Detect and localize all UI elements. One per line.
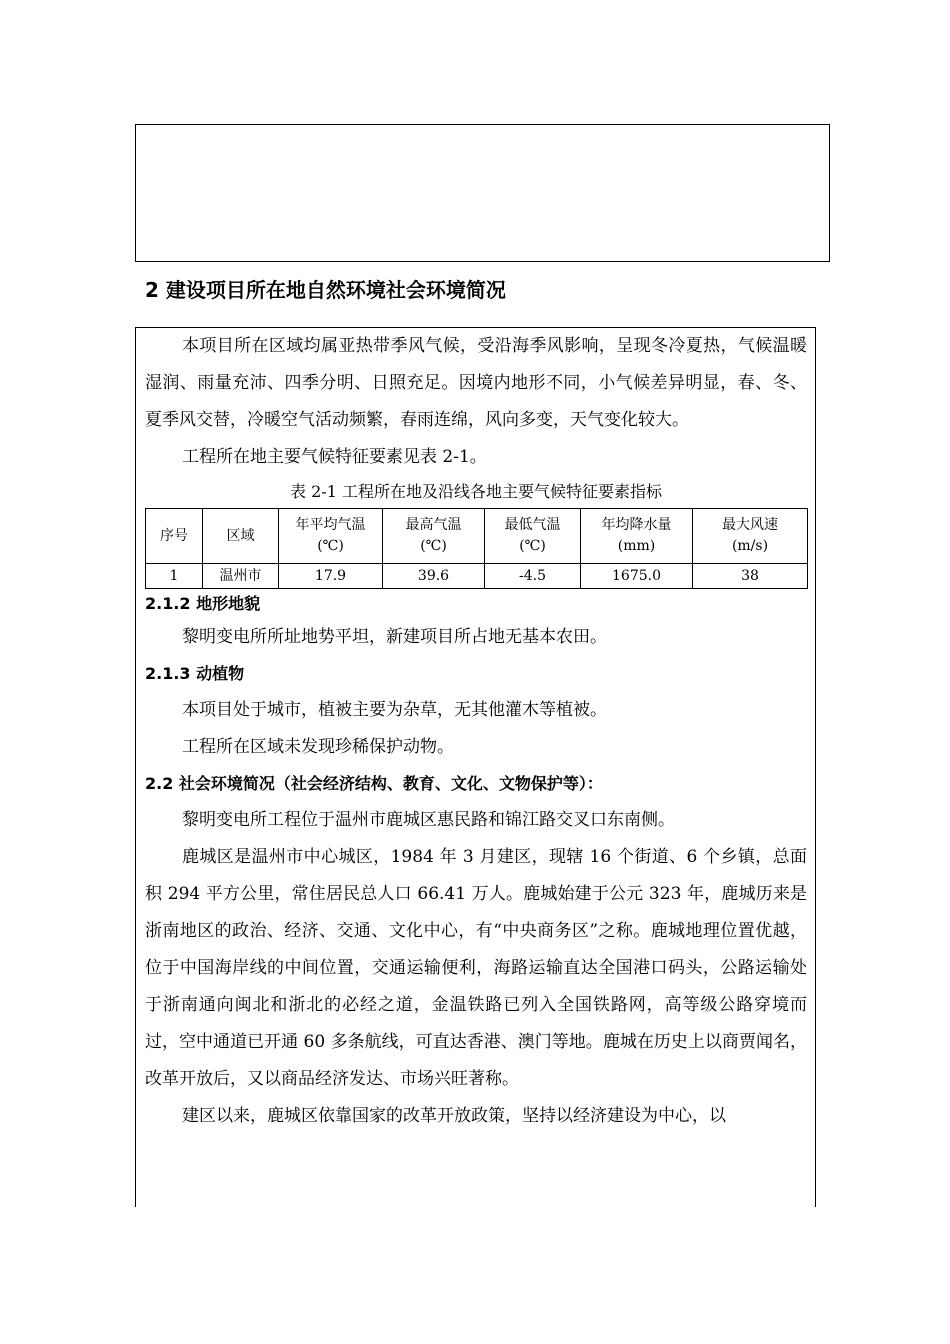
cell-avg-temp: 17.9 xyxy=(279,564,383,589)
climate-paragraph: 本项目所在区域均属亚热带季风气候，受沿海季风影响，呈现冬冷夏热，气候温暖湿润、雨量充沛、四季分明、日照充足。因境内地形不同，小气候差异明显，春、冬、夏季风交替，冷暖空气活动频繁，春雨连绵，风向多变，天气变化较大。 xyxy=(145,336,807,430)
cell-max-wind: 38 xyxy=(693,564,808,589)
header-region: 区域 xyxy=(203,509,279,564)
header-min-temp: 最低气温 (℃) xyxy=(485,509,581,564)
table-caption: 表 2-1 工程所在地及沿线各地主要气候特征要素指标 xyxy=(290,482,662,501)
fauna-text: 工程所在区域未发现珍稀保护动物。 xyxy=(182,737,454,757)
climate-table-reference: 工程所在地主要气候特征要素见表 2-1。 xyxy=(182,447,487,467)
content-frame xyxy=(135,327,816,1207)
terrain-text: 黎明变电所所址地势平坦，新建项目所占地无基本农田。 xyxy=(182,627,607,647)
cell-index: 1 xyxy=(146,564,203,589)
header-avg-temp: 年平均气温 (℃) xyxy=(279,509,383,564)
social-description: 鹿城区是温州市中心城区，1984 年 3 月建区，现辖 16 个街道、6 个乡镇，总面积 294 平方公里，常住居民总人口 66.41 万人。鹿城始建于公元 323 年，鹿城历来是浙南地区的政治、经济、交通、文化中心，有“中央商务区”之称。鹿城地理位置优越，位于中国海岸线的中间位置，交通运输便利，海路运输直达全国港口码头，公路运输处于浙南通向闽北和浙北的必经之道，金温铁路已列入全国铁路网，高等级公路穿境而过，空中通道已开通 60 多条航线，可直达香港、澳门等地。鹿城在历史上以商贾闻名，改革开放后，又以商品经济发达、市场兴旺著称。 xyxy=(145,847,807,1089)
social-heading: 2.2 社会环境简况（社会经济结构、教育、文化、文物保护等）： xyxy=(145,774,603,793)
cell-min-temp: -4.5 xyxy=(485,564,581,589)
header-precipitation: 年均降水量 (mm) xyxy=(581,509,693,564)
cell-region: 温州市 xyxy=(203,564,279,589)
social-location: 黎明变电所工程位于温州市鹿城区惠民路和锦江路交叉口东南侧。 xyxy=(182,810,675,830)
header-index: 序号 xyxy=(146,509,203,564)
section-heading: 2 建设项目所在地自然环境社会环境简况 xyxy=(145,278,506,302)
cell-precipitation: 1675.0 xyxy=(581,564,693,589)
cell-max-temp: 39.6 xyxy=(383,564,485,589)
previous-section-box xyxy=(135,124,830,262)
social-continuation: 建区以来，鹿城区依靠国家的改革开放政策，坚持以经济建设为中心，以 xyxy=(182,1106,726,1126)
content-body xyxy=(145,328,807,1135)
flora-fauna-heading: 2.1.3 动植物 xyxy=(145,664,245,683)
table-row xyxy=(146,564,808,589)
table-header-row xyxy=(146,509,808,564)
header-max-wind: 最大风速 (m/s) xyxy=(693,509,808,564)
header-max-temp: 最高气温 (℃) xyxy=(383,509,485,564)
terrain-heading: 2.1.2 地形地貌 xyxy=(145,594,261,613)
flora-text: 本项目处于城市，植被主要为杂草，无其他灌木等植被。 xyxy=(182,700,607,720)
climate-table xyxy=(145,508,808,589)
